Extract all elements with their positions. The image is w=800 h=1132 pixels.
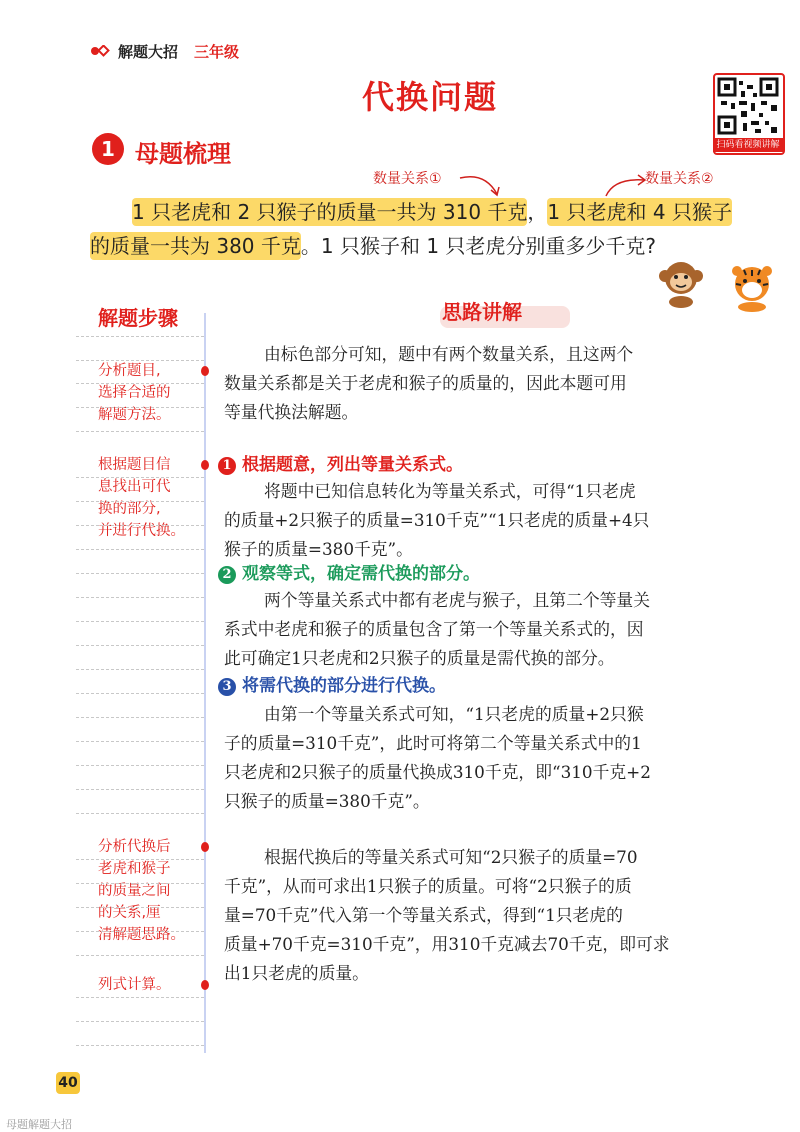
highlight-relation-1: 1 只老虎和 2 只猴子的质量一共为 310 千克	[132, 200, 528, 224]
divider	[76, 1021, 204, 1022]
intro-paragraph: 由标色部分可知，题中有两个数量关系，且这两个 数量关系都是关于老虎和猴子的质量的，因此本题可用 等量代换法解题。	[224, 344, 634, 422]
divider	[76, 789, 204, 790]
grade-label: 三年级	[194, 42, 240, 61]
divider	[76, 813, 204, 814]
divider	[76, 693, 204, 694]
watermark: 母题解题大招	[6, 1118, 72, 1131]
problem-line-2: 的质量一共为 380 千克。1 只猴子和 1 只老虎分别重多少千克?	[90, 234, 657, 258]
section-number-badge: 1	[92, 133, 124, 165]
monkey-icon	[655, 256, 707, 308]
step-marker-4	[201, 980, 209, 990]
divider	[76, 931, 204, 932]
step-marker-2	[201, 460, 209, 470]
step-item-4: 列式计算。	[98, 977, 171, 993]
steps-heading: 解题步骤	[98, 306, 178, 330]
section-title: 母题梳理	[135, 140, 231, 168]
highlight-relation-2a: 1 只老虎和 4 只猴子	[547, 200, 732, 224]
divider	[76, 336, 204, 337]
sub-step-1-heading: 1 根据题意，列出等量关系式。	[218, 452, 463, 478]
divider	[76, 383, 204, 384]
divider	[76, 883, 204, 884]
analysis-paragraph: 根据代换后的等量关系式可知“2只猴子的质量=70 千克”，从而可求出1只猴子的质量。可将“2只猴子的质 量=70千克”代入第一个等量关系式，得到“1只老虎的 质量+70千克=310千克”，用310千克减去70千克，即可求 出1只老虎的质量。	[224, 847, 670, 983]
qr-caption: 扫码看视频讲解	[713, 138, 783, 152]
divider	[76, 525, 204, 526]
divider	[76, 477, 204, 478]
divider	[76, 859, 204, 860]
series-title: 解题大招	[118, 42, 179, 61]
page-header	[90, 40, 239, 62]
divider	[76, 549, 204, 550]
page-number: 40	[56, 1072, 80, 1094]
relation-label-2: 数量关系②	[645, 171, 714, 187]
divider	[76, 997, 204, 998]
problem-line-1: 1 只老虎和 2 只猴子的质量一共为 310 千克，1 只老虎和 4 只猴子	[132, 200, 732, 224]
divider	[76, 597, 204, 598]
sub-step-2-paragraph: 两个等量关系式中都有老虎与猴子，且第二个等量关 系式中老虎和猴子的质量包含了第一个等量关系式的，因 此可确定1只老虎和2只猴子的质量是需代换的部分。	[224, 590, 650, 668]
divider	[76, 501, 204, 502]
timeline-line	[204, 313, 206, 1053]
step-item-2: 根据题目信 息找出可代 换的部分, 并进行代换。	[98, 457, 185, 539]
divider	[76, 645, 204, 646]
qr-code-icon	[717, 77, 781, 137]
step-item-1: 分析题目, 选择合适的 解题方法。	[98, 363, 171, 423]
divider	[76, 669, 204, 670]
divider	[76, 573, 204, 574]
divider	[76, 1045, 204, 1046]
step-marker-1	[201, 366, 209, 376]
divider	[76, 907, 204, 908]
divider	[76, 431, 204, 432]
sub-step-3-number: 3	[218, 678, 236, 696]
divider	[76, 717, 204, 718]
divider	[76, 765, 204, 766]
explain-heading: 思路讲解	[442, 300, 522, 324]
divider	[76, 621, 204, 622]
sub-step-2-heading: 2 观察等式，确定需代换的部分。	[218, 561, 480, 587]
sub-step-1-paragraph: 将题中已知信息转化为等量关系式，可得“1只老虎 的质量+2只猴子的质量=310千克”“1只老虎的质量+4只 猴子的质量=380千克”。	[224, 481, 650, 559]
divider	[76, 741, 204, 742]
step-marker-3	[201, 842, 209, 852]
step-item-3: 分析代换后 老虎和猴子 的质量之间 的关系,厘 清解题思路。	[98, 839, 185, 943]
tiger-icon	[722, 262, 782, 312]
sub-step-3-heading: 3 将需代换的部分进行代换。	[218, 673, 446, 699]
page-title: 代换问题	[361, 78, 498, 116]
diamond-logo-icon	[90, 45, 110, 57]
divider	[76, 955, 204, 956]
sub-step-2-number: 2	[218, 566, 236, 584]
relation-label-1: 数量关系①	[373, 171, 442, 187]
sub-step-1-number: 1	[218, 457, 236, 475]
highlight-relation-2b: 的质量一共为 380 千克	[90, 234, 301, 258]
sub-step-3-paragraph: 由第一个等量关系式可知，“1只老虎的质量+2只猴 子的质量=310千克”，此时可将第二个等量关系式中的1 只老虎和2只猴子的质量代换成310千克，即“310千克+2 只猴子的质量=380千克”。	[224, 704, 651, 811]
divider	[76, 407, 204, 408]
